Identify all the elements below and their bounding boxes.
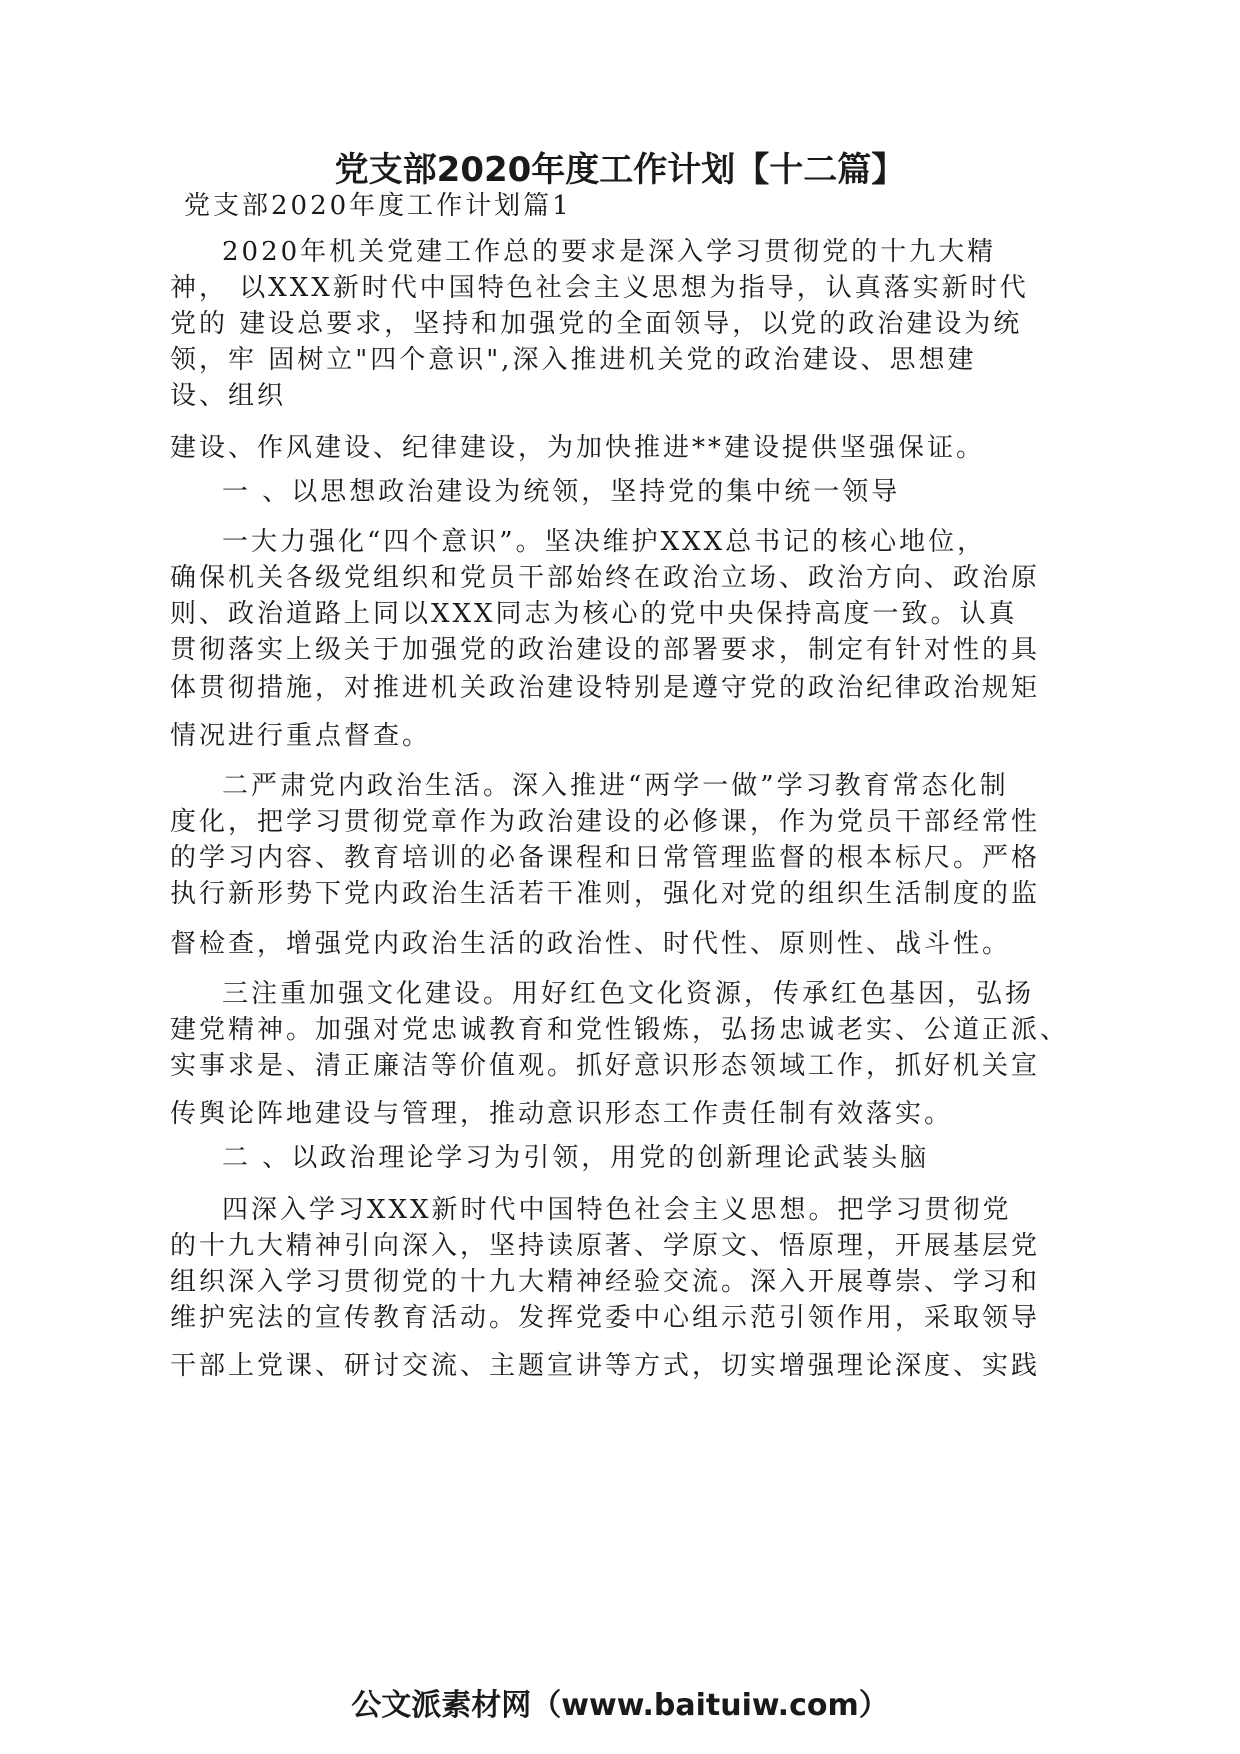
paragraph-line: 2020年机关党建工作总的要求是深入学习贯彻党的十九大精: [222, 237, 997, 267]
paragraph-line: 确保机关各级党组织和党员干部始终在政治立场、政治方向、政治原: [170, 563, 1041, 593]
paragraph-line: 二严肃党内政治生活。深入推进“两学一做”学习教育常态化制: [222, 771, 1009, 801]
section-heading: 一 、以思想政治建设为统领，坚持党的集中统一领导: [222, 477, 901, 507]
paragraph-line: 建党精神。加强对党忠诚教育和党性锻炼，弘扬忠诚老实、公道正派、: [170, 1015, 1070, 1045]
section-heading: 二 、以政治理论学习为引领，用党的创新理论武装头脑: [222, 1143, 930, 1173]
paragraph-line: 干部上党课、研讨交流、主题宣讲等方式，切实增强理论深度、实践: [170, 1351, 1041, 1381]
paragraph-line: 领，牢 固树立"四个意识",深入推进机关党的政治建设、思想建: [170, 345, 977, 375]
paragraph-line: 传舆论阵地建设与管理，推动意识形态工作责任制有效落实。: [170, 1099, 954, 1129]
section-subtitle: 党支部2020年度工作计划篇1: [184, 191, 572, 221]
paragraph-line: 三注重加强文化建设。用好红色文化资源，传承红色基因，弘扬: [222, 979, 1035, 1009]
paragraph-line: 四深入学习XXX新时代中国特色社会主义思想。把学习贯彻党: [222, 1195, 1012, 1225]
paragraph-line: 体贯彻措施，对推进机关政治建设特别是遵守党的政治纪律政治规矩: [170, 673, 1041, 703]
paragraph-line: 的学习内容、教育培训的必备课程和日常管理监督的根本标尺。严格: [170, 843, 1041, 873]
paragraph-line: 党的 建设总要求，坚持和加强党的全面领导，以党的政治建设为统: [170, 309, 1023, 339]
document-title: 党支部2020年度工作计划【十二篇】: [334, 150, 906, 190]
paragraph-line: 贯彻落实上级关于加强党的政治建设的部署要求，制定有针对性的具: [170, 635, 1041, 665]
paragraph-line: 度化，把学习贯彻党章作为政治建设的必修课，作为党员干部经常性: [170, 807, 1041, 837]
paragraph-line: 建设、作风建设、纪律建设，为加快推进**建设提供坚强保证。: [170, 433, 986, 463]
paragraph-line: 设、组织: [170, 381, 287, 411]
paragraph-line: 组织深入学习贯彻党的十九大精神经验交流。深入开展尊崇、学习和: [170, 1267, 1041, 1297]
paragraph-line: 实事求是、清正廉洁等价值观。抓好意识形态领域工作，抓好机关宣: [170, 1051, 1041, 1081]
paragraph-line: 情况进行重点督查。: [170, 721, 432, 751]
footer-watermark: 公文派素材网（www.baituiw.com）: [351, 1688, 889, 1723]
paragraph-line: 执行新形势下党内政治生活若干准则，强化对党的组织生活制度的监: [170, 879, 1041, 909]
paragraph-line: 维护宪法的宣传教育活动。发挥党委中心组示范引领作用，采取领导: [170, 1303, 1041, 1333]
paragraph-line: 则、政治道路上同以XXX同志为核心的党中央保持高度一致。认真: [170, 599, 1018, 629]
paragraph-line: 督检查，增强党内政治生活的政治性、时代性、原则性、战斗性。: [170, 929, 1012, 959]
paragraph-line: 神， 以XXX新时代中国特色社会主义思想为指导，认真落实新时代: [170, 273, 1029, 303]
paragraph-line: 的十九大精神引向深入，坚持读原著、学原文、悟原理，开展基层党: [170, 1231, 1041, 1261]
paragraph-line: 一大力强化“四个意识”。坚决维护XXX总书记的核心地位，: [222, 527, 987, 557]
